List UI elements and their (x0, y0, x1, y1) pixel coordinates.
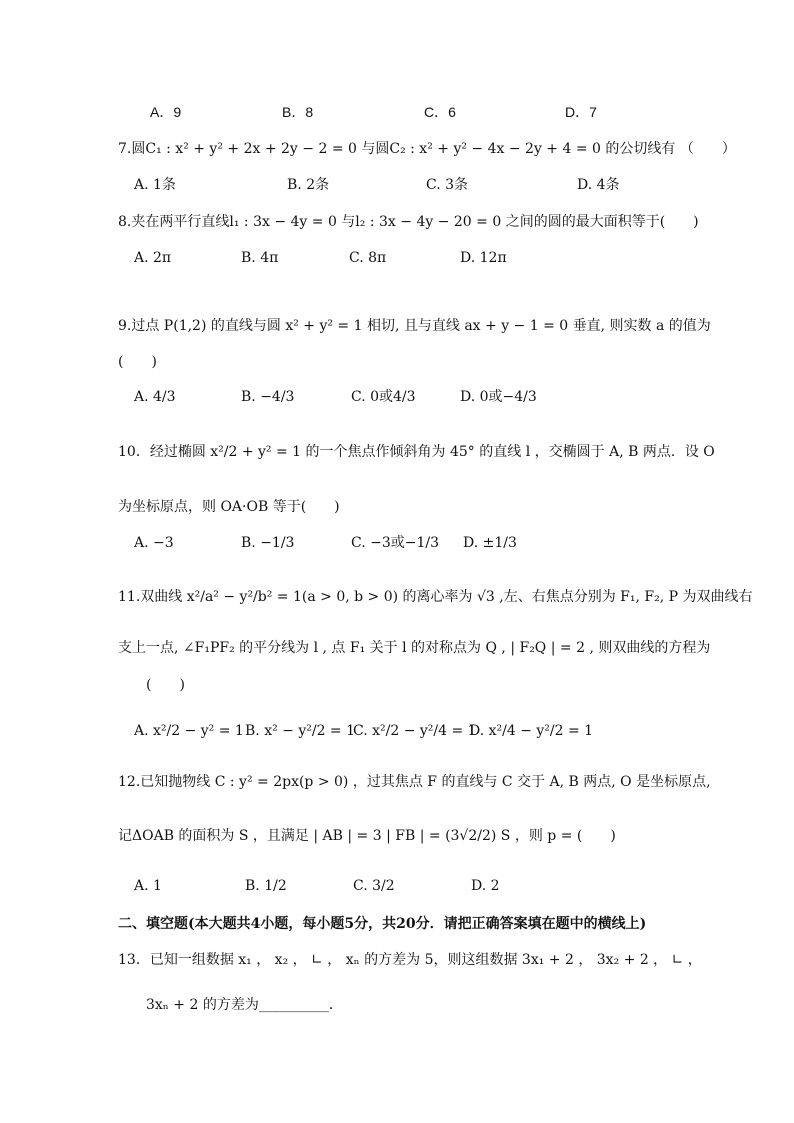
q11-option-b: B. x² − y²/2 = 1 (245, 723, 356, 739)
q11-option-c: C. x²/2 − y²/4 = 1 (353, 723, 477, 739)
q10-stem-line1: 10．经过椭圆 x²/2 + y² = 1 的一个焦点作倾斜角为 45° 的直线 l ，交椭圆于 A, B 两点．设 O (118, 444, 715, 460)
q6-option-a: A．9 (150, 104, 182, 120)
q8-stem: 8.夹在两平行直线l₁ : 3x − 4y = 0 与l₂ : 3x − 4y − 20 = 0 之间的圆的最大面积等于( ) (118, 214, 699, 230)
q9-stem: 9.过点 P(1,2) 的直线与圆 x² + y² = 1 相切, 且与直线 ax + y − 1 = 0 垂直, 则实数 a 的值为 (118, 318, 711, 334)
q6-option-c: C．6 (424, 104, 456, 120)
q7-stem: 7.圆C₁ : x² + y² + 2x + 2y − 2 = 0 与圆C₂ : x² + y² − 4x − 2y + 4 = 0 的公切线有 （ ） (118, 141, 736, 157)
q6-option-d: D．7 (565, 104, 597, 120)
q12-stem-line1: 12.已知抛物线 C : y² = 2px(p > 0) ，过其焦点 F 的直线与 C 交于 A, B 两点, O 是坐标原点, (118, 774, 711, 790)
q11-option-a: A. x²/2 − y² = 1 (134, 723, 244, 739)
q12-option-d: D. 2 (471, 878, 500, 894)
q9-option-c: C. 0或4/3 (351, 389, 416, 405)
q8-option-c: C. 8π (349, 250, 387, 266)
q7-option-b: B. 2条 (287, 177, 330, 193)
q9-option-a: A. 4/3 (134, 389, 176, 405)
q6-option-b: B．8 (282, 104, 314, 120)
q12-option-b: B. 1/2 (245, 878, 287, 894)
q10-option-a: A. −3 (134, 535, 174, 551)
q13-stem-line1: 13．已知一组数据 x₁ ， x₂ ， ∟ ， xₙ 的方差为 5，则这组数据 3x₁ + 2 ， 3x₂ + 2 ， ∟ ， (118, 952, 702, 968)
q12-option-a: A. 1 (134, 878, 162, 894)
q7-option-d: D. 4条 (577, 177, 620, 193)
q12-stem-line2: 记ΔOAB 的面积为 S ，且满足 | AB | = 3 | FB | = (3√2/2) S ，则 p = ( ) (118, 828, 616, 844)
q11-paren: ( ) (146, 677, 185, 693)
q9-paren: ( ) (118, 354, 157, 370)
q11-stem-line1: 11.双曲线 x²/a² − y²/b² = 1(a > 0, b > 0) 的离心率为 √3 ,左、右焦点分别为 F₁, F₂, P 为双曲线右 (118, 589, 753, 605)
q11-stem-line2: 支上一点, ∠F₁PF₂ 的平分线为 l , 点 F₁ 关于 l 的对称点为 Q , | F₂Q | = 2 , 则双曲线的方程为 (118, 640, 711, 656)
q7-option-a: A. 1条 (134, 177, 176, 193)
q11-option-d: D. x²/4 − y²/2 = 1 (469, 723, 594, 739)
q12-option-c: C. 3/2 (353, 878, 395, 894)
q10-option-c: C. −3或−1/3 (351, 535, 440, 551)
q8-option-d: D. 12π (460, 250, 507, 266)
section-heading: 二、填空题(本大题共4小题，每小题5分，共20分．请把正确答案填在题中的横线上) (118, 916, 647, 932)
q9-option-d: D. 0或−4/3 (460, 389, 537, 405)
q10-stem-line2: 为坐标原点，则 OA·OB 等于( ) (118, 499, 340, 515)
q7-option-c: C. 3条 (426, 177, 469, 193)
q9-option-b: B. −4/3 (241, 389, 295, 405)
q13-stem-line2: 3xₙ + 2 的方差为__________． (146, 997, 343, 1013)
q8-option-b: B. 4π (241, 250, 279, 266)
q10-option-d: D. ±1/3 (463, 535, 517, 551)
q8-option-a: A. 2π (134, 250, 172, 266)
q10-option-b: B. −1/3 (241, 535, 295, 551)
